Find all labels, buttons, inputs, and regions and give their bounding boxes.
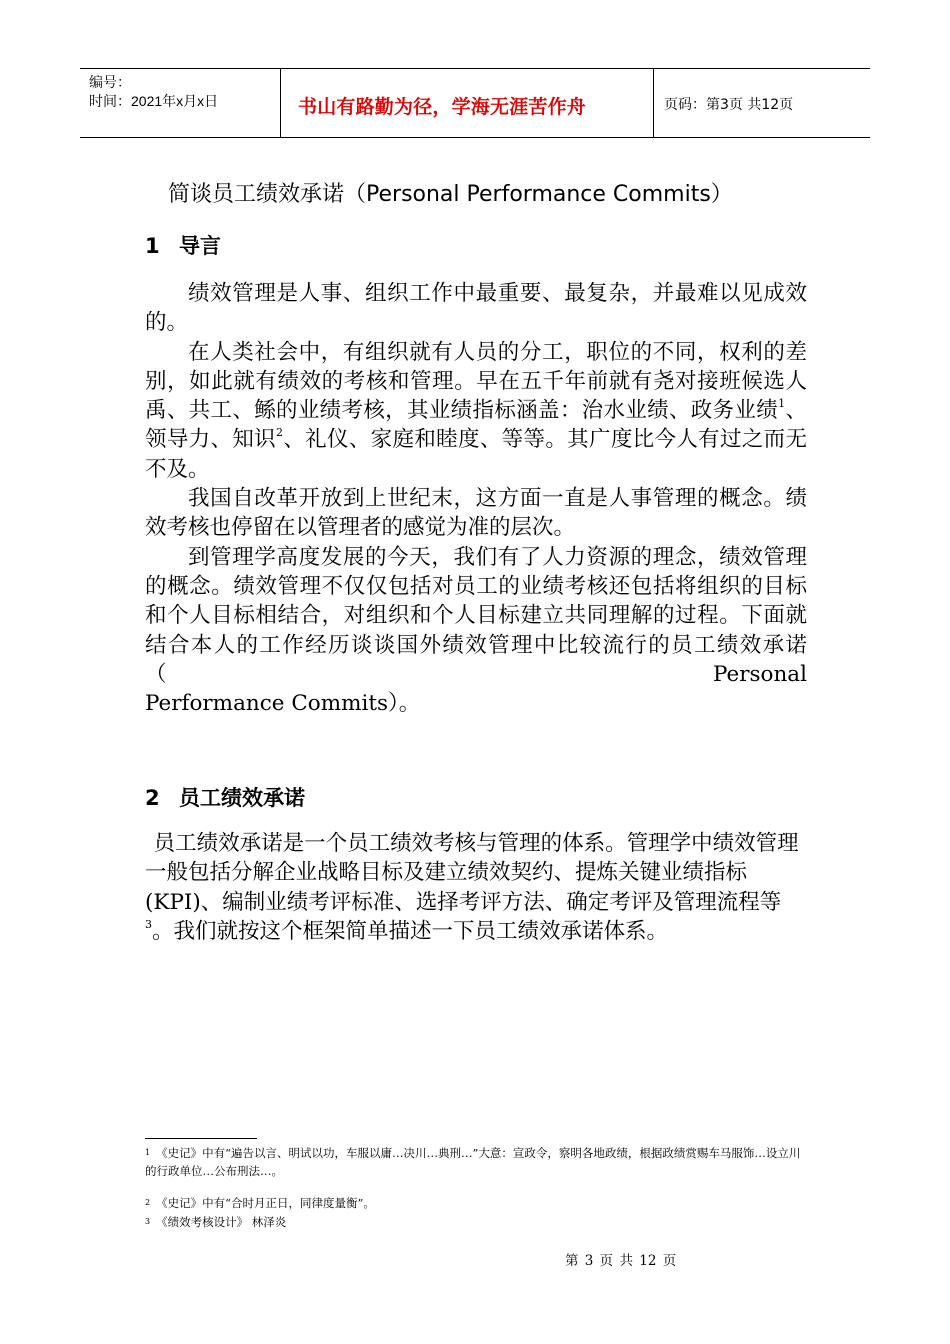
page-footer: 第 3 页 共 12 页	[565, 1253, 677, 1269]
footnote-text: 《史记》中有“遍告以言、明试以功，车服以庸…决川…典刑…”大意：宣政令，察明各地政绩，根据政绩赏赐车马服饰…设立川的行政单位…公布刑法…。	[145, 1146, 801, 1178]
document-header	[80, 68, 870, 138]
footnote-mark: 3	[145, 1217, 151, 1226]
footnote-1	[145, 1144, 805, 1180]
footnote-text: 《史记》中有“合时月正日，同律度量衡”。	[156, 1196, 375, 1210]
section-1-number: 1	[145, 234, 160, 258]
time-label: 时间：2021年x月x日	[89, 93, 219, 109]
header-page-cell	[654, 69, 870, 137]
header-page-info: 页码：第3页 共12页	[664, 97, 794, 113]
footnote-text: 《绩效考核设计》 林泽炎	[156, 1215, 287, 1229]
footnote-mark: 2	[145, 1198, 151, 1207]
paragraph-text: 员工绩效承诺是一个员工绩效考核与管理的体系。管理学中绩效管理一般包括分解企业战略目标及建立绩效契约、提炼关键业绩指标(KPI)、编制业绩考评标准、选择考评方法、确定考评及管理流程等	[145, 831, 799, 915]
paragraph: 绩效管理是人事、组织工作中最重要、最复杂，并最难以见成效的。	[145, 281, 807, 336]
paragraph	[145, 829, 805, 946]
header-motto: 书山有路勤为径，学海无涯苦作舟	[298, 96, 587, 118]
section-1-body	[145, 279, 807, 718]
paragraph: 我国自改革开放到上世纪末，这方面一直是人事管理的概念。绩效考核也停留在以管理者的感觉为准的层次。	[145, 486, 807, 541]
paragraph-text: 、礼仪、家庭和睦度、等等。其广度比今人有过之而无不及。	[145, 427, 807, 482]
section-2-heading	[145, 782, 305, 812]
footnote-separator	[145, 1138, 257, 1139]
footnote-3	[145, 1213, 805, 1231]
header-meta-cell	[80, 69, 281, 137]
number-label: 编号：	[89, 74, 131, 90]
section-2-number: 2	[145, 786, 160, 810]
document-title: 简谈员工绩效承诺（Personal Performance Commits）	[168, 182, 733, 207]
header-motto-cell	[281, 69, 654, 137]
footnote-ref[interactable]: 1	[778, 397, 786, 411]
section-2-body	[145, 829, 805, 946]
section-1-title: 导言	[179, 234, 221, 258]
section-1-heading	[145, 230, 221, 260]
paragraph-text: 、领导力、知识	[145, 398, 807, 453]
footnote-ref[interactable]: 2	[276, 426, 283, 440]
paragraph-text: 在人类社会中，有组织就有人员的分工，职位的不同，权利的差别，如此就有绩效的考核和管理。早在五千年前就有尧对接班候选人禹、共工、鲧的业绩考核，其业绩指标涵盖：治水业绩、政务业绩	[145, 339, 807, 424]
paragraph: 到管理学高度发展的今天，我们有了人力资源的理念，绩效管理的概念。绩效管理不仅仅包括对员工的业绩考核还包括将组织的目标和个人目标相结合，对组织和个人目标建立共同理解的过程。下面就结合本人的工作经历谈谈国外绩效管理中比较流行的员工绩效承诺（Personal	[145, 544, 807, 687]
paragraph-continuation: Performance Commits）。	[145, 691, 421, 717]
paragraph-text: 。我们就按这个框架简单描述一下员工绩效承诺体系。	[152, 918, 669, 944]
footnote-ref[interactable]: 3	[145, 917, 152, 931]
footnote-2	[145, 1194, 805, 1212]
paragraph	[145, 338, 807, 484]
section-2-title: 员工绩效承诺	[179, 786, 305, 810]
footnote-mark: 1	[145, 1148, 151, 1157]
